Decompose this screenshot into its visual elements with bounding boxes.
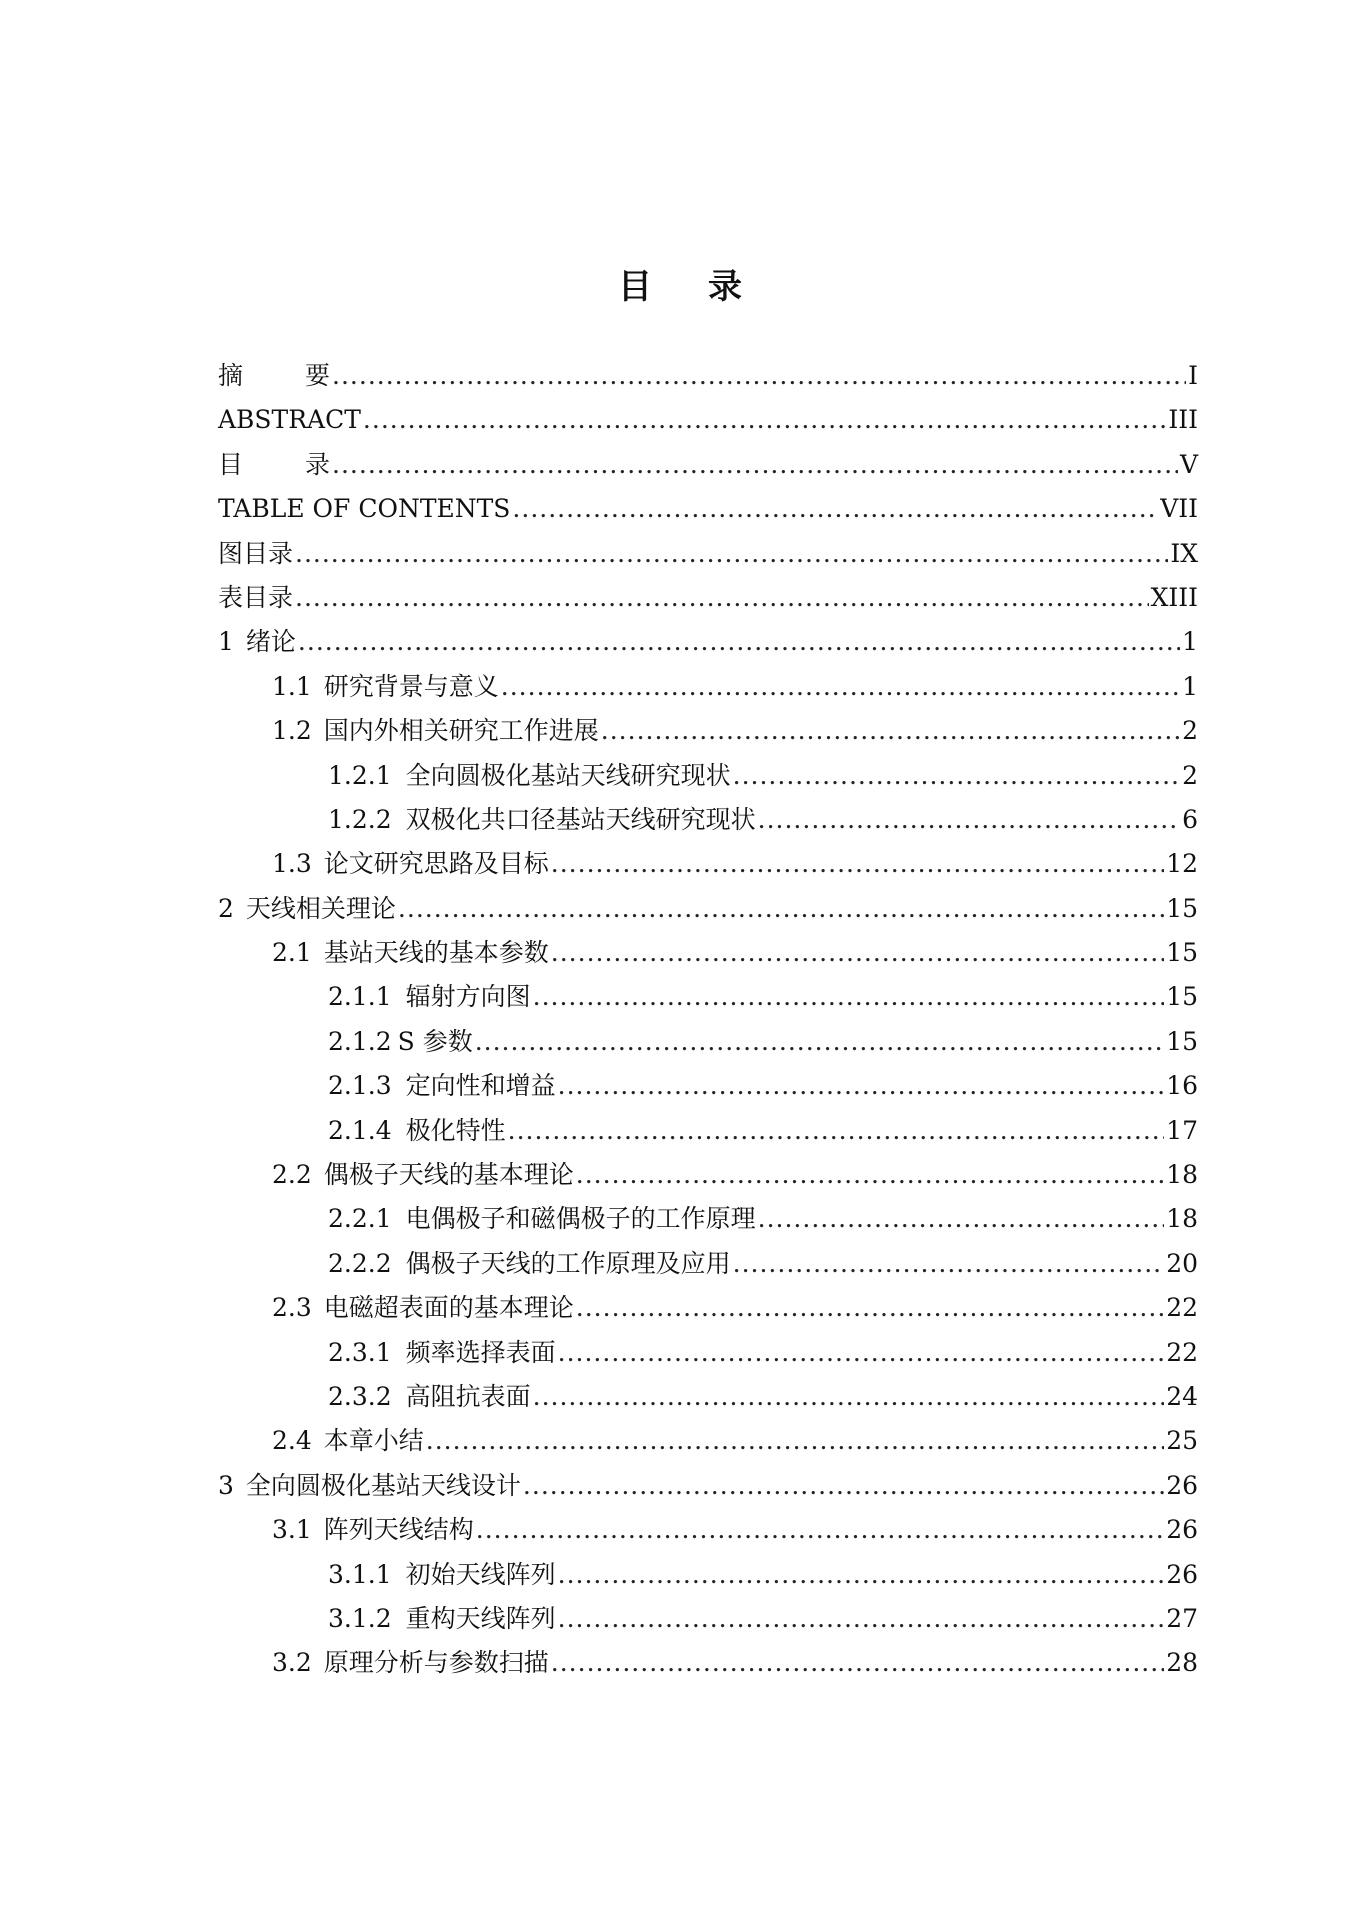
toc-entry-title: 偶极子天线的工作原理及应用 [405,1248,731,1278]
toc-entry-label [272,1286,574,1330]
toc-entry-label [328,975,531,1019]
toc-entry[interactable] [218,1464,1198,1508]
toc-leader-dots [558,1553,1165,1597]
toc-entry-label [218,443,330,487]
toc-entry-label [218,1464,521,1508]
toc-entry[interactable] [218,354,1198,398]
toc-entry-title: S 参数 [397,1026,473,1056]
toc-entry[interactable] [218,487,1198,531]
toc-entry[interactable] [218,1242,1198,1286]
toc-entry[interactable] [218,1553,1198,1597]
toc-entry-title: 阵列天线结构 [323,1515,474,1545]
toc-leader-dots [576,1153,1164,1197]
toc-entry-number: 2.1.1 [328,982,392,1012]
toc-entry-label [272,1508,474,1552]
toc-leader-dots [476,1508,1164,1552]
toc-entry[interactable] [218,709,1198,753]
toc-entry[interactable] [218,1109,1198,1153]
toc-entry-label [328,1553,556,1597]
toc-leader-dots [551,931,1164,975]
toc-leader-dots [501,665,1180,709]
toc-entry[interactable] [218,1286,1198,1330]
toc-entry-page-number: 26 [1166,1470,1198,1500]
toc-entry[interactable] [218,975,1198,1019]
toc-entry[interactable] [218,1375,1198,1419]
toc-entry-label [328,754,731,798]
toc-entry-title: 原理分析与参数扫描 [323,1648,549,1678]
toc-entry[interactable] [218,1064,1198,1108]
toc-entry[interactable] [218,620,1198,664]
toc-leader-dots [363,398,1166,442]
toc-entry-page-number: 18 [1166,1204,1198,1234]
toc-entry[interactable] [218,443,1198,487]
toc-entry-number: 3.2 [272,1648,312,1678]
toc-entry-page-number: 1 [1182,671,1198,701]
toc-leader-dots [332,443,1178,487]
toc-entry-title: ABSTRACT [218,405,361,435]
toc-entry-title: 偶极子天线的基本理论 [323,1160,574,1190]
toc-leader-dots [523,1464,1164,1508]
toc-entry-label [272,842,549,886]
toc-entry-page-number: 22 [1166,1337,1198,1367]
toc-entry-label [328,1375,531,1419]
toc-entry-title: 图目录 [218,538,294,568]
toc-entry-label-part: 摘 [218,361,244,390]
toc-entry[interactable] [218,1153,1198,1197]
toc-leader-dots [733,1242,1165,1286]
toc-entry-title: 基站天线的基本参数 [323,938,549,968]
toc-entry[interactable] [218,398,1198,442]
page-title [0,262,1360,312]
toc-entry-number: 2.3.2 [328,1381,392,1411]
toc-entry-number: 2.2.2 [328,1248,392,1278]
toc-leader-dots [733,754,1180,798]
toc-entry-title: 天线相关理论 [245,893,396,923]
toc-entry-title: 全向圆极化基站天线设计 [245,1470,521,1500]
toc-entry-label [328,798,756,842]
toc-entry-label [272,1153,574,1197]
toc-entry-label [218,354,330,398]
toc-leader-dots [758,798,1180,842]
toc-entry-number: 3.1 [272,1515,312,1545]
toc-entry-number: 2.4 [272,1426,312,1456]
toc-entry-number: 1.2 [272,716,312,746]
toc-entry-title: 电偶极子和磁偶极子的工作原理 [405,1204,756,1234]
toc-entry-label-part: 目 [218,449,244,479]
toc-leader-dots [533,975,1165,1019]
toc-leader-dots [508,1109,1165,1153]
toc-entry-number: 1.3 [272,849,312,879]
toc-entry-label [218,620,296,664]
toc-entry-number: 3.1.1 [328,1559,392,1589]
toc-leader-dots [558,1064,1165,1108]
toc-entry[interactable] [218,1331,1198,1375]
toc-entry-label [328,1197,756,1241]
toc-entry-label [328,1242,731,1286]
toc-entry-title: TABLE OF CONTENTS [218,494,511,524]
toc-entry-title: 初始天线阵列 [405,1559,556,1589]
toc-entry-page-number: 24 [1166,1381,1198,1411]
toc-entry-number: 2.1 [272,938,312,968]
toc-leader-dots [475,1020,1164,1064]
toc-entry-label [328,1020,473,1064]
toc-entry-page-number: V [1179,449,1198,479]
toc-entry-number: 2.2.1 [328,1204,392,1234]
toc-entry-label [218,887,396,931]
toc-entry-title: 高阻抗表面 [405,1381,531,1411]
toc-entry-number: 2.3.1 [328,1337,392,1367]
toc-entry-number: 1 [218,627,234,657]
toc-leader-dots [551,842,1164,886]
toc-entry-title: 研究背景与意义 [323,671,499,701]
toc-entry-page-number: 6 [1182,804,1198,834]
toc-entry[interactable] [218,1508,1198,1552]
toc-leader-dots [332,354,1186,398]
toc-entry-page-number: 17 [1166,1115,1198,1145]
toc-leader-dots [601,709,1180,753]
toc-entry[interactable] [218,576,1198,620]
toc-entry-number: 2.3 [272,1293,312,1323]
toc-entry-title: 全向圆极化基站天线研究现状 [405,760,731,790]
toc-entry-label [328,1109,506,1153]
toc-entry-page-number: 27 [1166,1603,1198,1633]
toc-leader-dots [298,620,1180,664]
toc-entry-title: 电磁超表面的基本理论 [323,1293,574,1323]
toc-entry-number: 2.2 [272,1160,312,1190]
toc-entry[interactable] [218,887,1198,931]
toc-entry[interactable] [218,665,1198,709]
toc-leader-dots [558,1331,1165,1375]
toc-entry-number: 3 [218,1470,234,1500]
toc-entry-page-number: 26 [1166,1515,1198,1545]
toc-entry-title: 辐射方向图 [405,982,531,1012]
toc-entry[interactable] [218,1641,1198,1685]
toc-entry-page-number: 15 [1166,938,1198,968]
toc-leader-dots [398,887,1164,931]
toc-leader-dots [295,576,1149,620]
toc-entry-label [328,1064,556,1108]
table-of-contents [218,354,1198,1686]
toc-entry-page-number: 25 [1166,1426,1198,1456]
toc-entry-number: 1.2.1 [328,760,392,790]
toc-entry-label [272,709,599,753]
toc-entry-title: 定向性和增益 [405,1071,556,1101]
toc-entry-title: 绪论 [245,627,296,657]
toc-entry-page-number: 15 [1166,982,1198,1012]
toc-entry-label [218,487,510,531]
toc-entry-number: 2.1.4 [328,1115,392,1145]
toc-entry-page-number: VII [1160,494,1198,524]
toc-entry[interactable] [218,532,1198,576]
toc-entry-page-number: 18 [1166,1160,1198,1190]
toc-entry-page-number: 28 [1166,1648,1198,1678]
toc-entry-number: 1.1 [272,671,312,701]
toc-entry-title: 双极化共口径基站天线研究现状 [405,804,756,834]
toc-entry[interactable] [218,1197,1198,1241]
toc-entry-label [272,665,499,709]
toc-leader-dots [758,1197,1165,1241]
toc-entry[interactable] [218,1419,1198,1463]
toc-entry-page-number: 26 [1166,1559,1198,1589]
toc-entry-title: 本章小结 [323,1426,424,1456]
toc-entry-page-number: I [1188,361,1198,390]
toc-entry-page-number: IX [1170,538,1198,568]
toc-entry-page-number: 15 [1166,1026,1198,1056]
toc-entry-label [218,398,361,442]
toc-entry-label [328,1331,556,1375]
toc-entry-page-number: 2 [1182,760,1198,790]
toc-entry-page-number: 16 [1166,1071,1198,1101]
toc-entry-label [218,576,293,620]
toc-entry-page-number: 20 [1166,1248,1198,1278]
page-title-char-2: 录 [708,267,742,307]
toc-entry-label [272,1419,424,1463]
toc-entry-title: 表目录 [218,582,294,612]
toc-entry-number: 2.1.2 [328,1026,392,1056]
toc-entry[interactable] [218,1020,1198,1064]
toc-entry[interactable] [218,798,1198,842]
toc-entry-number: 2 [218,893,234,923]
toc-entry-page-number: 15 [1166,893,1198,923]
toc-entry-label [328,1597,556,1641]
toc-entry-label [218,532,293,576]
toc-entry-number: 3.1.2 [328,1603,392,1633]
toc-entry-title: 论文研究思路及目标 [323,849,549,879]
toc-entry-number: 2.1.3 [328,1071,392,1101]
toc-leader-dots [512,487,1158,531]
toc-entry-label [272,931,549,975]
toc-entry-title: 极化特性 [405,1115,506,1145]
toc-entry-label-part: 录 [305,449,331,479]
toc-entry-page-number: XIII [1150,582,1198,612]
toc-leader-dots [576,1286,1164,1330]
toc-entry[interactable] [218,931,1198,975]
toc-entry-page-number: 22 [1166,1293,1198,1323]
toc-entry-page-number: 1 [1182,627,1198,657]
toc-entry-page-number: 12 [1166,849,1198,879]
toc-entry-page-number: 2 [1182,716,1198,746]
toc-entry-number: 1.2.2 [328,804,392,834]
toc-entry[interactable] [218,842,1198,886]
toc-leader-dots [558,1597,1165,1641]
toc-entry-label-part: 要 [305,361,331,390]
toc-entry[interactable] [218,754,1198,798]
toc-entry[interactable] [218,1597,1198,1641]
toc-leader-dots [551,1641,1164,1685]
toc-entry-title: 重构天线阵列 [405,1603,556,1633]
toc-entry-page-number: III [1168,405,1198,435]
page-title-char-1: 目 [618,267,652,307]
toc-entry-title: 国内外相关研究工作进展 [323,716,599,746]
toc-leader-dots [426,1419,1164,1463]
toc-leader-dots [295,532,1168,576]
toc-leader-dots [533,1375,1165,1419]
toc-entry-label [272,1641,549,1685]
toc-entry-title: 频率选择表面 [405,1337,556,1367]
